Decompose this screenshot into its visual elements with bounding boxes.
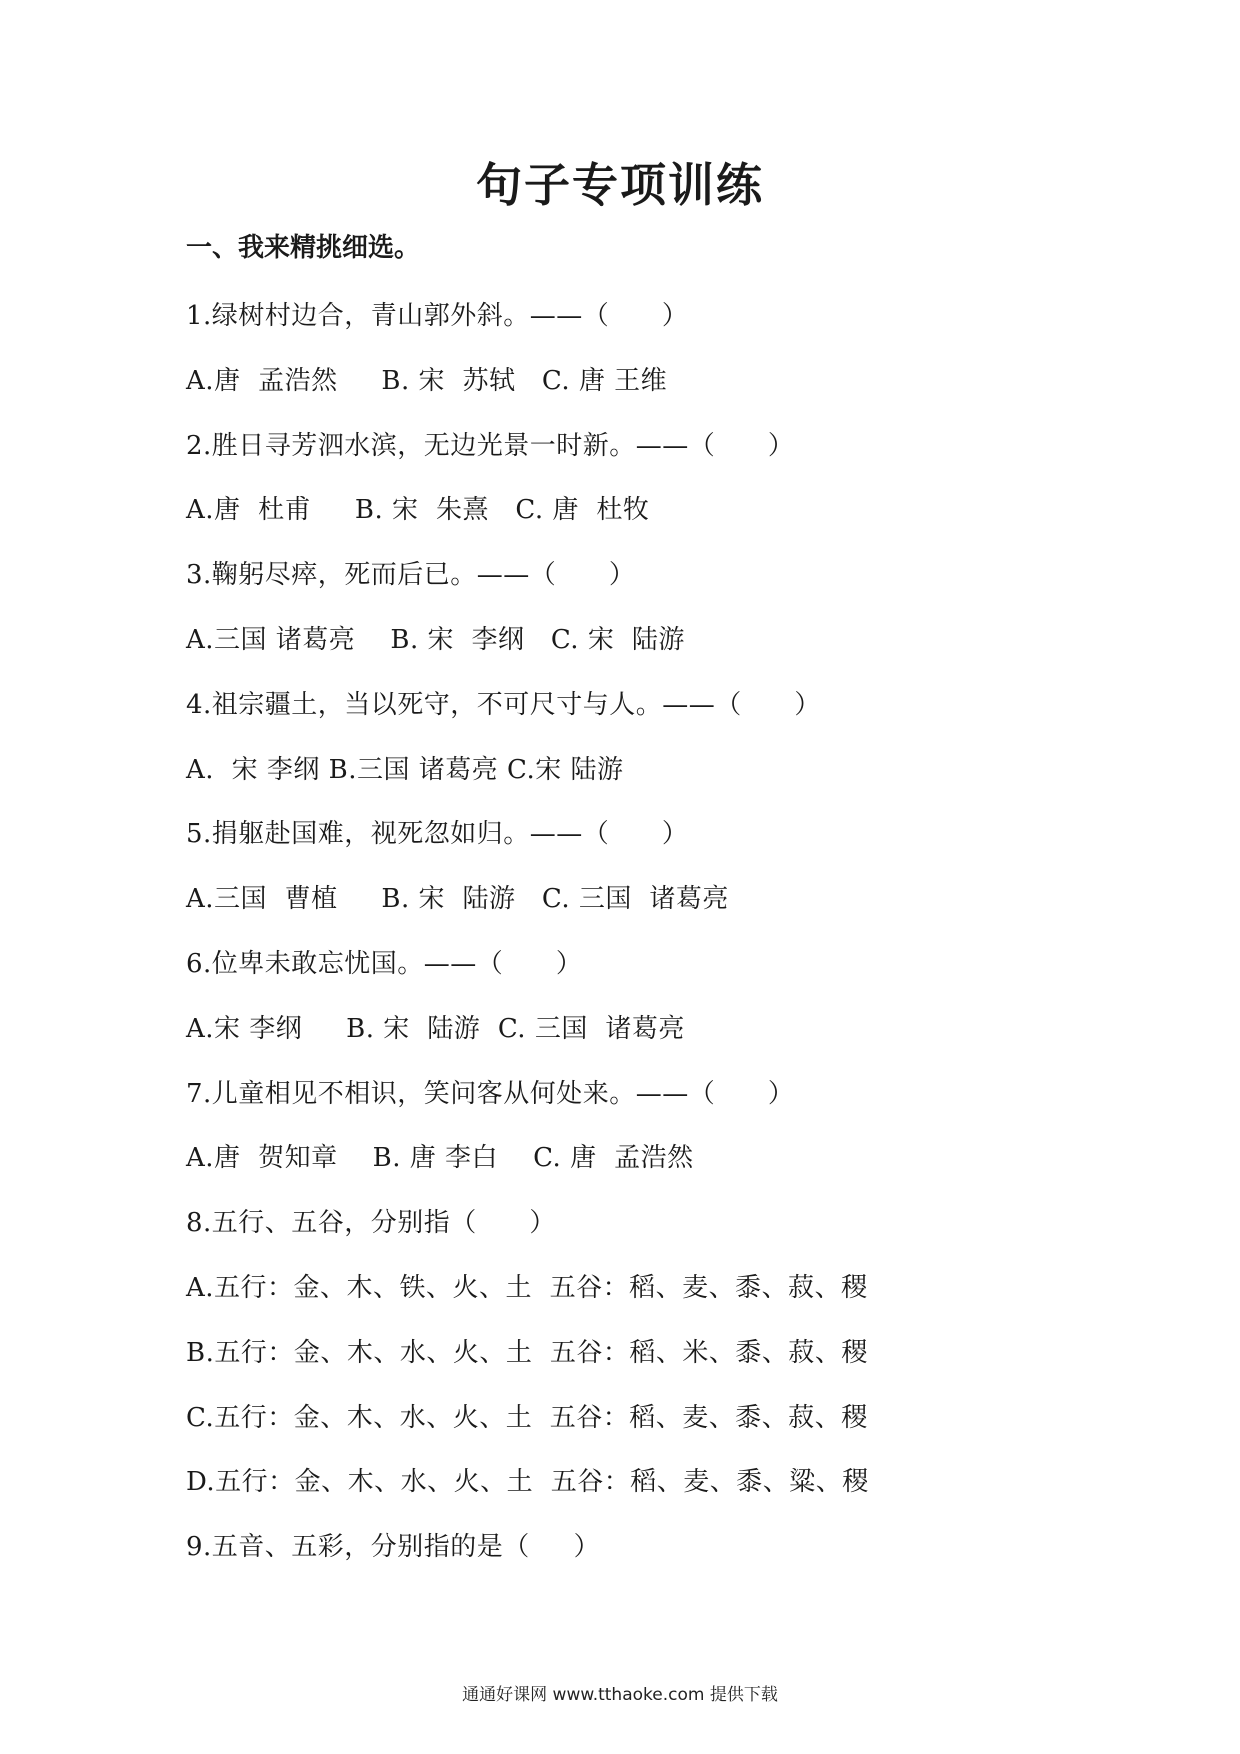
question-4: 4.祖宗疆土，当以死守，不可尺寸与人。——（ ） (186, 690, 821, 720)
page-title: 句子专项训练 (476, 158, 764, 212)
question-8-option-d: D.五行：金、木、水、火、土 五谷：稻、麦、黍、粱、稷 (186, 1467, 869, 1497)
question-8: 8.五行、五谷，分别指（ ） (186, 1208, 556, 1238)
question-8-option-c: C.五行：金、木、水、火、土 五谷：稻、麦、黍、菽、稷 (186, 1403, 868, 1433)
question-3-options: A.三国 诸葛亮 B. 宋 李纲 C. 宋 陆游 (186, 625, 685, 655)
footer-text: 通通好课网 www.tthaoke.com 提供下载 (462, 1685, 778, 1705)
question-8-option-b: B.五行：金、木、水、火、土 五谷：稻、米、黍、菽、稷 (186, 1338, 868, 1368)
question-5-options: A.三国 曹植 B. 宋 陆游 C. 三国 诸葛亮 (186, 884, 729, 914)
question-5: 5.捐躯赴国难，视死忽如归。——（ ） (186, 819, 689, 849)
question-6-options: A.宋 李纲 B. 宋 陆游 C. 三国 诸葛亮 (186, 1014, 685, 1044)
question-3: 3.鞠躬尽瘁，死而后已。——（ ） (186, 560, 636, 590)
question-2-options: A.唐 杜甫 B. 宋 朱熹 C. 唐 杜牧 (186, 495, 650, 525)
question-7-options: A.唐 贺知章 B. 唐 李白 C. 唐 孟浩然 (186, 1143, 694, 1173)
question-1: 1.绿树村边合，青山郭外斜。——（ ） (186, 301, 689, 331)
question-4-options: A. 宋 李纲 B.三国 诸葛亮 C.宋 陆游 (186, 755, 624, 785)
question-6: 6.位卑未敢忘忧国。——（ ） (186, 949, 583, 979)
section-heading: 一、我来精挑细选。 (186, 233, 421, 263)
question-8-option-a: A.五行：金、木、铁、火、土 五谷：稻、麦、黍、菽、稷 (186, 1273, 868, 1303)
question-1-options: A.唐 孟浩然 B. 宋 苏轼 C. 唐 王维 (186, 366, 668, 396)
question-9: 9.五音、五彩，分别指的是（ ） (186, 1532, 601, 1562)
question-2: 2.胜日寻芳泗水滨，无边光景一时新。——（ ） (186, 431, 795, 461)
question-7: 7.儿童相见不相识，笑问客从何处来。——（ ） (186, 1079, 795, 1109)
